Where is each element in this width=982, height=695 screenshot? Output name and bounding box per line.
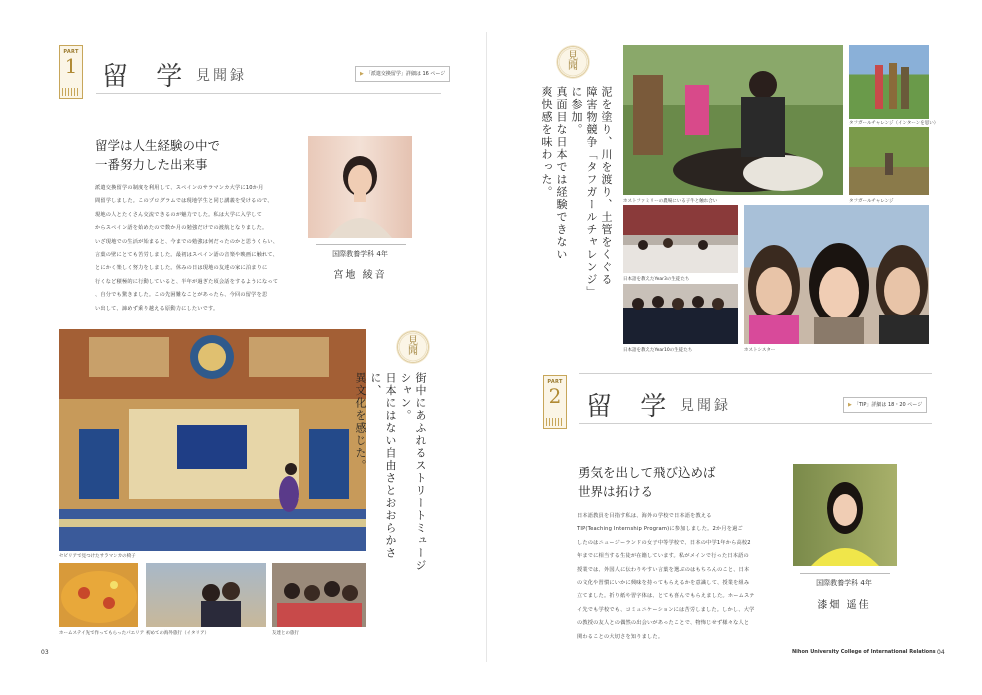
body-line: イ先でも学校でも、コミュニケーションには苦労しました。しかし、大学 xyxy=(577,606,755,613)
department-right: 国際教養学科 4年 xyxy=(816,579,872,587)
plaza-photo xyxy=(59,329,366,551)
section-title: 留 学 xyxy=(102,62,193,92)
body-line: 現地の人とたくさん交流できるのが魅力でした。私は大学に入学して xyxy=(95,211,263,218)
paella-photo xyxy=(59,563,138,627)
friends-photo xyxy=(272,563,366,627)
vertical-quote xyxy=(354,372,428,582)
reference-tag[interactable] xyxy=(355,66,450,82)
class-photo-1 xyxy=(623,205,738,273)
portrait-photo xyxy=(308,136,412,238)
calf-photo xyxy=(623,45,843,195)
seal-char: 見 xyxy=(568,51,578,62)
host-sisters-caption: ホストシスター xyxy=(744,348,776,353)
section-title-right: 留 学 xyxy=(586,392,677,422)
part-label: PART xyxy=(63,49,79,55)
headline-right xyxy=(578,463,716,501)
headline-line-1: 留学は人生経験の中で xyxy=(95,138,221,153)
body-line: からスペイン語を始めたので数か月の勉強だけでの渡航となりました。 xyxy=(95,225,268,232)
vertical-line: 泥を塗り、川を渡り、土管をくぐる xyxy=(600,86,613,286)
body-line: したのはニュージーランドの女子中等学校で、日本の中学1年から高校2 xyxy=(577,539,751,546)
body-line: 年までに相当する生徒が在籍しています。私がメインで行った日本語の xyxy=(577,553,749,560)
title-divider-right xyxy=(579,423,932,424)
body-line: いざ現地での生活が始まると、今までの勉強は何だったのかと思うくらい、 xyxy=(95,238,279,245)
vertical-line: 日本にはない自由さとおおらかさに、 xyxy=(369,372,397,560)
class-photo-2 xyxy=(623,284,738,344)
part-stripes xyxy=(62,88,80,96)
part-number: 1 xyxy=(64,54,78,78)
article-body xyxy=(95,182,300,316)
body-line: い出して、諦めず乗り越える原動力にしたいです。 xyxy=(95,305,219,312)
part-label: PART xyxy=(547,379,563,385)
footer-college: Nihon University College of International Relations xyxy=(792,649,936,655)
headline-line-2: 一番努力した出来事 xyxy=(95,157,208,172)
class-caption-2: 日本語を教えたYear10の生徒たち xyxy=(623,348,693,353)
reference-tag-text: 「派遣交換留学」詳細は 16 ページ xyxy=(365,71,446,77)
body-line: の文化や習慣にいかに興味を持ってもらえるかを意識して、授業を組み xyxy=(577,580,750,587)
body-line: とにかく楽しく努力をしました。休みの日は現地の友達の家に泊まりに xyxy=(95,265,268,272)
italy-photo xyxy=(146,563,266,627)
profile-divider xyxy=(316,244,406,245)
article-body-right xyxy=(577,510,780,644)
kenbun-seal-icon xyxy=(396,330,430,364)
headline xyxy=(95,136,220,174)
title-top-divider-right xyxy=(579,373,932,374)
vertical-line: 爽快感を味わった。 xyxy=(540,86,553,199)
seal-char: 聞 xyxy=(408,346,418,357)
paella-caption: ホームステイ先で作ってもらったパエリア xyxy=(59,631,145,636)
seal-char: 聞 xyxy=(568,61,578,72)
reference-tag-text: 「TIP」詳細は 18・20 ページ xyxy=(853,402,923,408)
body-line: 派遣交換留学の制度を利用して、スペインのサラマンカ大学に10か月 xyxy=(95,185,264,191)
section-subtitle-right: 見聞録 xyxy=(680,398,731,414)
host-sisters-photo xyxy=(744,205,929,344)
headline-line-1: 勇気を出して飛び込めば xyxy=(578,465,716,480)
calf-caption: ホストファミリーの農場にいる子牛と触れ合い xyxy=(623,199,718,204)
department: 国際教養学科 4年 xyxy=(332,250,388,258)
vertical-quote-right xyxy=(534,86,614,296)
section-subtitle: 見聞録 xyxy=(196,68,247,84)
part-1-badge xyxy=(59,45,83,99)
student-name: 宮地 綾音 xyxy=(333,270,387,281)
triangle-icon: ▶ xyxy=(360,71,364,77)
body-line: 授業では、外国人に伝わりやすい言葉を選ぶのはもちろんのこと、日本 xyxy=(577,566,750,573)
vertical-line: 障害物競争「タフガールチャレンジ」に参加。 xyxy=(570,86,598,293)
plaza-caption: セビリアで見つけたサラマンカの椅子 xyxy=(59,554,136,559)
student-name-right: 漆畑 遥佳 xyxy=(817,600,871,611)
body-line: 関わることの大切さを知りました。 xyxy=(577,633,664,640)
body-line: 日本語教員を目指す私は、海外の学校で日本語を教える xyxy=(577,513,712,519)
seal-char: 見 xyxy=(408,336,418,347)
friends-caption: 友達との旅行 xyxy=(272,631,299,636)
body-line: 行くなど積極的に行動していると、半年が過ぎた頃会話をするようになって xyxy=(95,278,279,285)
body-line: 言葉の壁にとても苦労しました。最初はスペイン語の音楽や映画に触れて、 xyxy=(95,252,279,259)
part-number: 2 xyxy=(548,384,562,408)
italy-caption: 初めての海外旅行（イタリア） xyxy=(146,631,209,636)
vertical-line: 街中にあふれるストリートミュージシャン。 xyxy=(399,372,427,572)
body-line: TIP(Teaching Internship Program)に参加しました。2か月を過ご xyxy=(577,526,743,533)
portrait-photo-right xyxy=(793,464,897,566)
vertical-line: 異文化を感じた。 xyxy=(354,372,367,472)
page-number-right: 04 xyxy=(937,649,945,656)
vertical-line: 真面目な日本では経験できない xyxy=(555,86,568,261)
headline-line-2: 世界は拓ける xyxy=(578,484,654,499)
page-number-left: 03 xyxy=(41,649,49,656)
tough-girl-caption-1: タフガールチャレンジ（インターンを思い） xyxy=(849,121,939,126)
tough-girl-photo-1 xyxy=(849,45,929,119)
part-2-badge xyxy=(543,375,567,429)
kenbun-seal-icon-right xyxy=(556,45,590,79)
body-line: の教授の友人との偶然の出会いがあったことで、物怖じせず様々な人と xyxy=(577,620,750,627)
body-line: 間留学しました。このプログラムでは現地学生と同じ講義を受けるので、 xyxy=(95,198,273,205)
class-caption-1: 日本語を教えたYear3の生徒たち xyxy=(623,277,690,282)
triangle-icon: ▶ xyxy=(848,402,852,408)
tough-girl-caption-2: タフガールチャレンジ xyxy=(849,199,894,204)
tough-girl-photo-2 xyxy=(849,127,929,195)
body-line: 、自分でも驚きました。この先困難なことがあったら、今回の留学を思 xyxy=(95,292,268,299)
part-stripes xyxy=(546,418,564,426)
body-line: 立てました。折り紙や習字体は、とても喜んでもらえました。ホームステ xyxy=(577,593,755,600)
profile-divider-right xyxy=(800,573,890,574)
title-divider xyxy=(96,93,441,94)
reference-tag-right[interactable] xyxy=(843,397,927,413)
